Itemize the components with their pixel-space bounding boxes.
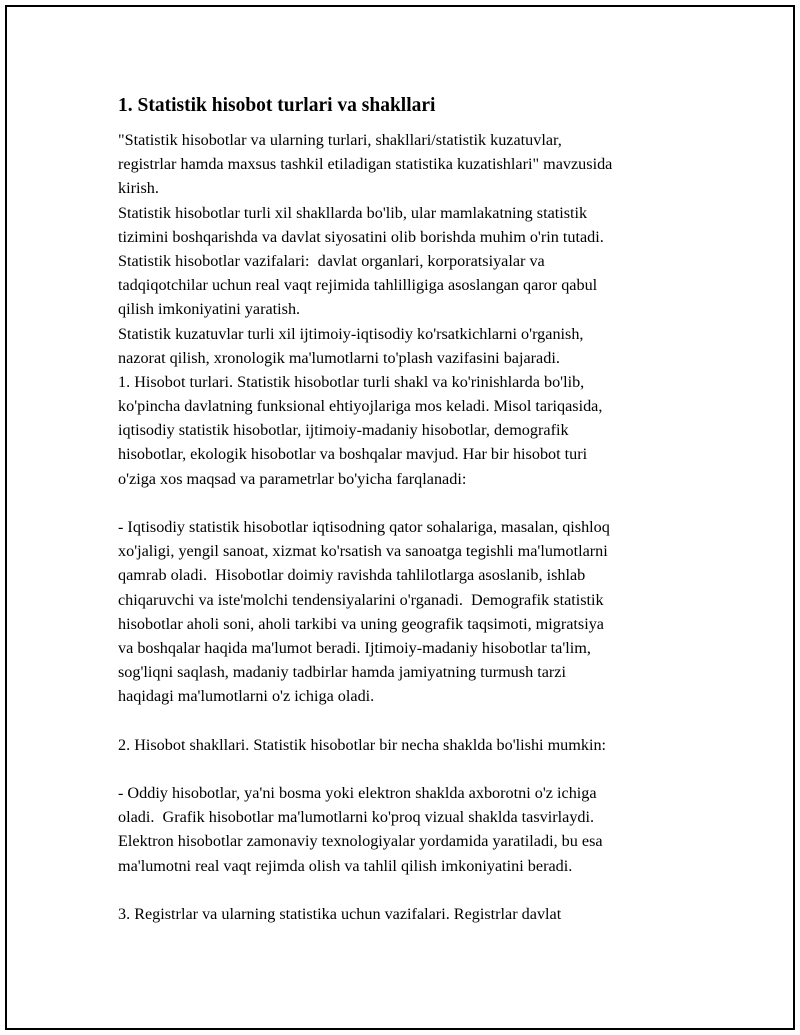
text-line: registrlar hamda maxsus tashkil etiladigan statistika kuzatishlari" mavzusida [118, 155, 613, 174]
text-line: o'ziga xos maqsad va parametrlar bo'yicha farqlanadi: [118, 469, 467, 488]
text-line: Elektron hisobotlar zamonaviy texnologiyalar yordamida yaratiladi, bu esa [118, 832, 603, 851]
text-line: kirish. [118, 179, 159, 198]
text-line: sog'liqni saqlash, madaniy tadbirlar hamda jamiyatning turmush tarzi [118, 663, 566, 682]
text-line: tadqiqotchilar uchun real vaqt rejimida tahlilligiga asoslangan qaror qabul [118, 276, 598, 295]
text-line: iqtisodiy statistik hisobotlar, ijtimoiy-madaniy hisobotlar, demografik [118, 421, 569, 440]
text-line: tizimini boshqarishda va davlat siyosatini olib borishda muhim o'rin tutadi. [118, 227, 604, 246]
text-line: Statistik hisobotlar turli xil shakllarda bo'lib, ular mamlakatning statistik [118, 203, 588, 222]
text-line: nazorat qilish, xronologik ma'lumotlarni to'plash vazifasini bajaradi. [118, 348, 560, 367]
text-line: xo'jaligi, yengil sanoat, xizmat ko'rsatish va sanoatga tegishli ma'lumotlarni [118, 542, 608, 561]
document-page [118, 92, 688, 926]
text-line: - Iqtisodiy statistik hisobotlar iqtisodning qator sohalariga, masalan, qishloq [118, 518, 610, 536]
text-line: oladi. Grafik hisobotlar ma'lumotlarni ko'proq vizual shaklda tasvirlaydi. [118, 808, 595, 827]
text-line: haqidagi ma'lumotlarni o'z ichiga oladi. [118, 687, 375, 706]
text-line [118, 491, 688, 515]
text-line: - Oddiy hisobotlar, ya'ni bosma yoki elektron shaklda axborotni o'z ichiga [118, 784, 597, 803]
text-line: hisobotlar aholi soni, aholi tarkibi va uning geografik taqsimoti, migratsiya [118, 614, 604, 633]
text-line: ko'pincha davlatning funksional ehtiyojlariga mos keladi. Misol tariqasida, [118, 397, 603, 416]
text-line: ma'lumotni real vaqt rejimda olish va tahlil qilish imkoniyatini beradi. [118, 856, 573, 875]
text-line: qilish imkoniyatini yaratish. [118, 300, 301, 319]
text-line [118, 709, 688, 733]
text-line: "Statistik hisobotlar va ularning turlari, shakllari/statistik kuzatuvlar, [118, 131, 562, 149]
text-line: 2. Hisobot shakllari. Statistik hisobotlar bir necha shaklda bo'lishi mumkin: [118, 735, 607, 754]
text-line: 1. Hisobot turlari. Statistik hisobotlar turli shakl va ko'rinishlarda bo'lib, [118, 372, 585, 391]
text-line: va boshqalar haqida ma'lumot beradi. Ijtimoiy-madaniy hisobotlar ta'lim, [118, 638, 591, 657]
document-heading: 1. Statistik hisobot turlari va shakllari [118, 95, 436, 116]
text-line: Statistik hisobotlar vazifalari: davlat organlari, korporatsiyalar va [118, 251, 545, 270]
text-line [118, 757, 688, 781]
text-line: hisobotlar, ekologik hisobotlar va boshqalar mavjud. Har bir hisobot turi [118, 445, 588, 464]
text-line: 3. Registrlar va ularning statistika uchun vazifalari. Registrlar davlat [118, 905, 562, 923]
text-line [118, 878, 688, 902]
text-line: Statistik kuzatuvlar turli xil ijtimoiy-iqtisodiy ko'rsatkichlarni o'rganish, [118, 324, 584, 343]
document-body [118, 128, 688, 926]
text-line: qamrab oladi. Hisobotlar doimiy ravishda tahlilotlarga asoslanib, ishlab [118, 566, 586, 585]
text-line: chiqaruvchi va iste'molchi tendensiyalarini o'rganadi. Demografik statistik [118, 590, 604, 609]
